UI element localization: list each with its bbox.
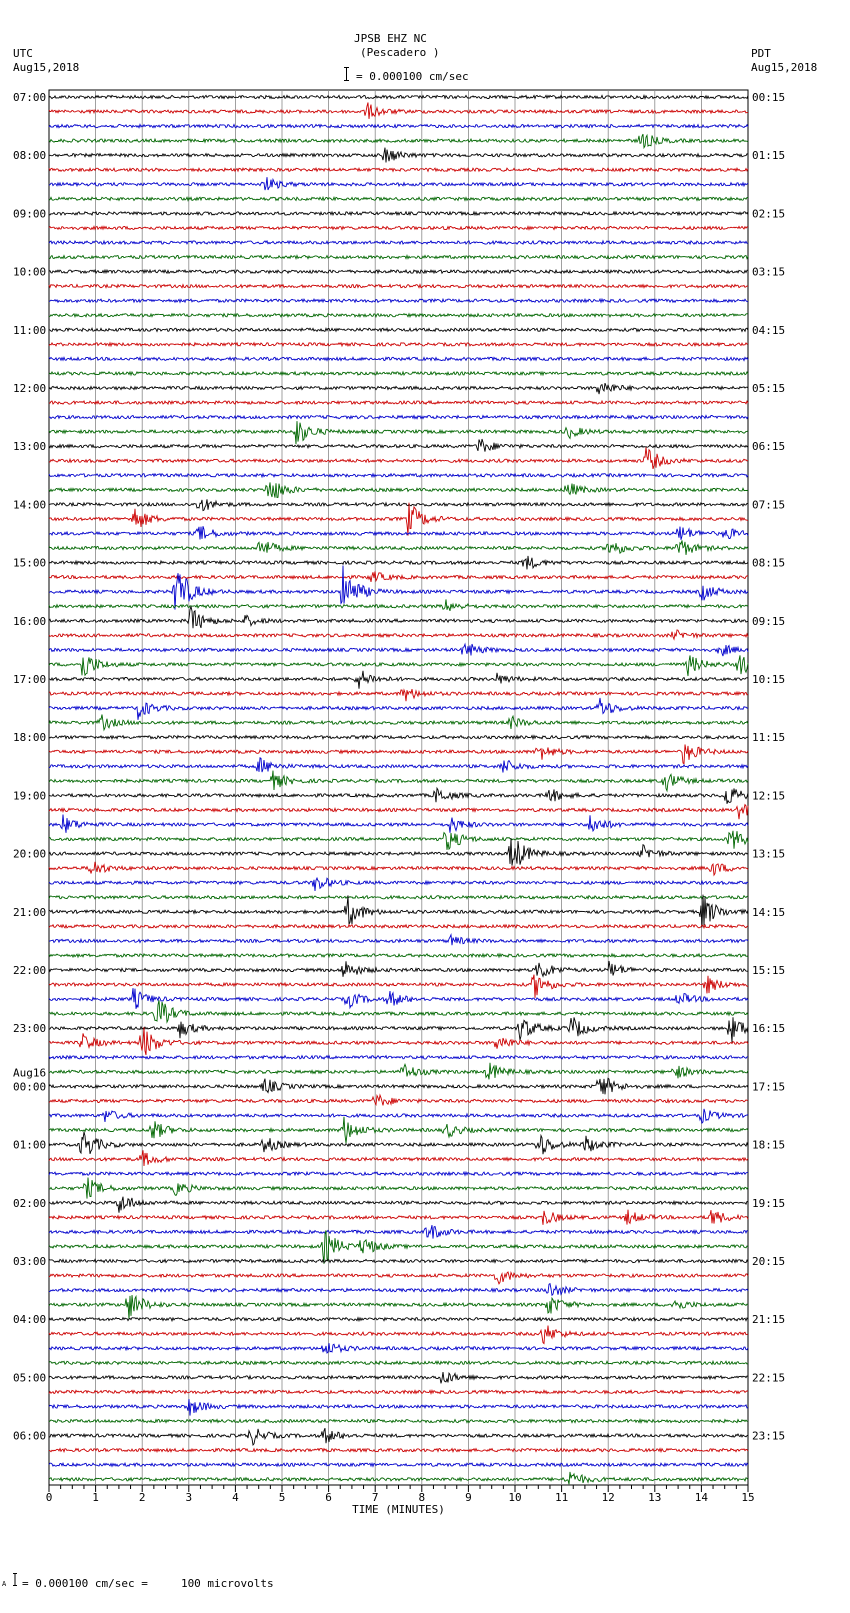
trace-74	[49, 1172, 748, 1175]
trace-84	[49, 1318, 748, 1321]
x-tick-label: 3	[185, 1491, 193, 1504]
trace-86	[49, 1343, 748, 1353]
right-hour-label: 10:15	[752, 673, 786, 686]
trace-83	[49, 1295, 748, 1320]
trace-53	[49, 862, 748, 875]
svg-text:A: A	[2, 1580, 7, 1587]
trace-59	[49, 954, 748, 957]
trace-0	[49, 95, 748, 98]
trace-17	[49, 343, 748, 346]
right-hour-label: 08:15	[752, 556, 786, 570]
right-hour-label: 06:15	[752, 440, 786, 454]
trace-82	[49, 1284, 748, 1296]
right-hour-label: 04:15	[752, 323, 786, 337]
right-date: Aug15,2018	[751, 61, 818, 74]
left-timezone: UTC	[13, 47, 33, 60]
right-hour-label: 17:15	[752, 1080, 786, 1094]
trace-30	[49, 526, 748, 540]
left-hour-label: 17:00	[13, 673, 47, 686]
right-hour-label: 11:15	[752, 731, 786, 745]
trace-62	[49, 988, 748, 1009]
x-tick-label: 13	[648, 1491, 662, 1504]
trace-26	[49, 474, 748, 477]
x-tick-label: 2	[138, 1491, 146, 1504]
trace-13	[49, 285, 748, 288]
trace-92	[49, 1428, 748, 1445]
trace-80	[49, 1259, 748, 1262]
left-hour-label: 18:00	[13, 731, 47, 745]
trace-34	[49, 566, 748, 610]
trace-46	[49, 758, 748, 773]
trace-2	[49, 125, 748, 128]
trace-73	[49, 1150, 748, 1166]
right-hour-label: 02:15	[752, 207, 786, 221]
x-tick-label: 6	[325, 1491, 332, 1504]
right-hour-label: 03:15	[752, 265, 786, 279]
trace-85	[49, 1326, 748, 1344]
trace-71	[49, 1117, 748, 1143]
right-hour-label: 05:15	[752, 382, 786, 395]
trace-1	[49, 103, 748, 119]
trace-68	[49, 1078, 748, 1094]
trace-89	[49, 1390, 748, 1393]
trace-95	[49, 1472, 748, 1484]
left-hour-label: 04:00	[13, 1313, 47, 1327]
trace-54	[49, 878, 748, 891]
left-date-label: Aug16	[13, 1066, 47, 1080]
trace-15	[49, 314, 748, 317]
right-timezone: PDT	[751, 47, 771, 60]
trace-25	[49, 447, 748, 469]
right-hour-label: 16:15	[752, 1022, 786, 1036]
left-date: Aug15,2018	[13, 61, 80, 74]
left-hour-label: 21:00	[13, 905, 47, 919]
right-hour-label: 13:15	[752, 847, 786, 861]
trace-33	[49, 571, 748, 582]
trace-50	[49, 815, 748, 833]
right-hour-label: 22:15	[752, 1371, 786, 1385]
right-hour-label: 20:15	[752, 1255, 786, 1268]
trace-22	[49, 416, 748, 419]
trace-10	[49, 241, 748, 244]
trace-79	[49, 1230, 748, 1263]
x-tick-label: 9	[465, 1491, 472, 1504]
trace-41	[49, 689, 748, 701]
left-hour-label: 07:00	[13, 91, 47, 104]
trace-47	[49, 771, 748, 791]
trace-52	[49, 838, 748, 865]
trace-42	[49, 698, 748, 720]
trace-29	[49, 503, 748, 536]
left-hour-label: 10:00	[13, 265, 47, 279]
right-hour-label: 09:15	[752, 614, 786, 628]
footer-scale-text: = 0.000100 cm/sec = 100 microvolts	[22, 1577, 274, 1590]
left-hour-label: 13:00	[13, 440, 47, 454]
trace-31	[49, 540, 748, 555]
trace-64	[49, 1017, 748, 1042]
x-tick-label: 10	[508, 1491, 522, 1504]
trace-66	[49, 1056, 748, 1059]
right-hour-label: 18:15	[752, 1138, 786, 1152]
scale-text: = 0.000100 cm/sec	[356, 70, 469, 83]
trace-3	[49, 134, 748, 148]
left-hour-label: 12:00	[13, 382, 47, 395]
left-hour-label: 01:00	[13, 1138, 47, 1152]
trace-44	[49, 736, 748, 739]
x-tick-label: 12	[601, 1491, 615, 1504]
x-tick-label: 0	[45, 1491, 53, 1504]
footer-scale-icon	[2, 1572, 18, 1586]
station-title: JPSB EHZ NC	[354, 32, 427, 45]
x-tick-label: 5	[278, 1491, 286, 1504]
left-hour-label: 20:00	[13, 847, 47, 861]
right-hour-label: 21:15	[752, 1313, 786, 1327]
trace-6	[49, 177, 748, 190]
trace-63	[49, 1000, 748, 1022]
x-tick-label: 1	[92, 1491, 99, 1504]
trace-56	[49, 895, 748, 928]
x-tick-label: 8	[418, 1491, 426, 1504]
trace-60	[49, 961, 748, 977]
left-hour-label: 00:00	[13, 1080, 47, 1094]
x-tick-label: 4	[232, 1491, 239, 1504]
x-axis-label: TIME (MINUTES)	[352, 1503, 445, 1516]
trace-88	[49, 1372, 748, 1383]
trace-81	[49, 1272, 748, 1284]
trace-40	[49, 671, 748, 689]
x-tick-label: 11	[554, 1491, 569, 1504]
trace-61	[49, 975, 748, 998]
left-hour-label: 09:00	[13, 207, 47, 221]
right-hour-label: 19:15	[752, 1196, 786, 1210]
trace-20	[49, 383, 748, 394]
trace-69	[49, 1095, 748, 1105]
left-hour-label: 15:00	[13, 556, 47, 570]
right-hour-label: 07:15	[752, 498, 786, 512]
x-tick-label: 7	[371, 1491, 379, 1504]
trace-76	[49, 1197, 748, 1213]
trace-78	[49, 1225, 748, 1239]
trace-65	[49, 1027, 748, 1055]
left-hour-label: 02:00	[13, 1196, 47, 1210]
x-tick-label: 14	[694, 1491, 709, 1504]
trace-12	[49, 270, 748, 273]
trace-32	[49, 556, 748, 570]
trace-43	[49, 715, 748, 730]
trace-16	[49, 328, 748, 331]
trace-49	[49, 805, 748, 820]
right-hour-label: 15:15	[752, 964, 786, 977]
trace-8	[49, 212, 748, 215]
trace-19	[49, 372, 748, 375]
trace-91	[49, 1420, 748, 1423]
trace-7	[49, 197, 748, 200]
trace-35	[49, 599, 748, 611]
left-hour-label: 22:00	[13, 964, 47, 977]
trace-87	[49, 1361, 748, 1364]
trace-11	[49, 256, 748, 259]
right-hour-label: 00:15	[752, 91, 786, 104]
left-hour-label: 08:00	[13, 149, 47, 163]
trace-14	[49, 299, 748, 302]
x-tick-label: 15	[741, 1491, 755, 1504]
left-hour-label: 11:00	[13, 323, 47, 337]
trace-48	[49, 788, 748, 804]
station-location: (Pescadero )	[360, 46, 440, 59]
trace-67	[49, 1063, 748, 1080]
trace-93	[49, 1449, 748, 1452]
right-hour-label: 14:15	[752, 905, 786, 919]
left-hour-label: 23:00	[13, 1022, 47, 1036]
left-hour-label: 16:00	[13, 614, 47, 628]
trace-55	[49, 896, 748, 899]
trace-27	[49, 482, 748, 497]
right-hour-label: 23:15	[752, 1429, 786, 1443]
left-hour-label: 19:00	[13, 789, 47, 803]
trace-38	[49, 644, 748, 656]
trace-21	[49, 401, 748, 404]
left-hour-label: 06:00	[13, 1429, 47, 1443]
trace-94	[49, 1463, 748, 1466]
trace-9	[49, 226, 748, 229]
trace-23	[49, 421, 748, 444]
trace-57	[49, 925, 748, 928]
trace-24	[49, 439, 748, 452]
trace-18	[49, 357, 748, 360]
trace-36	[49, 606, 748, 628]
trace-70	[49, 1109, 748, 1123]
trace-4	[49, 148, 748, 163]
trace-39	[49, 655, 748, 676]
right-hour-label: 01:15	[752, 149, 786, 163]
trace-28	[49, 499, 748, 510]
trace-45	[49, 745, 748, 764]
left-hour-label: 14:00	[13, 498, 47, 512]
trace-5	[49, 168, 748, 171]
trace-75	[49, 1178, 748, 1199]
trace-58	[49, 935, 748, 945]
trace-77	[49, 1210, 748, 1225]
trace-90	[49, 1399, 748, 1416]
left-hour-label: 03:00	[13, 1255, 47, 1268]
right-hour-label: 12:15	[752, 789, 786, 803]
left-hour-label: 05:00	[13, 1371, 47, 1385]
trace-37	[49, 630, 748, 639]
